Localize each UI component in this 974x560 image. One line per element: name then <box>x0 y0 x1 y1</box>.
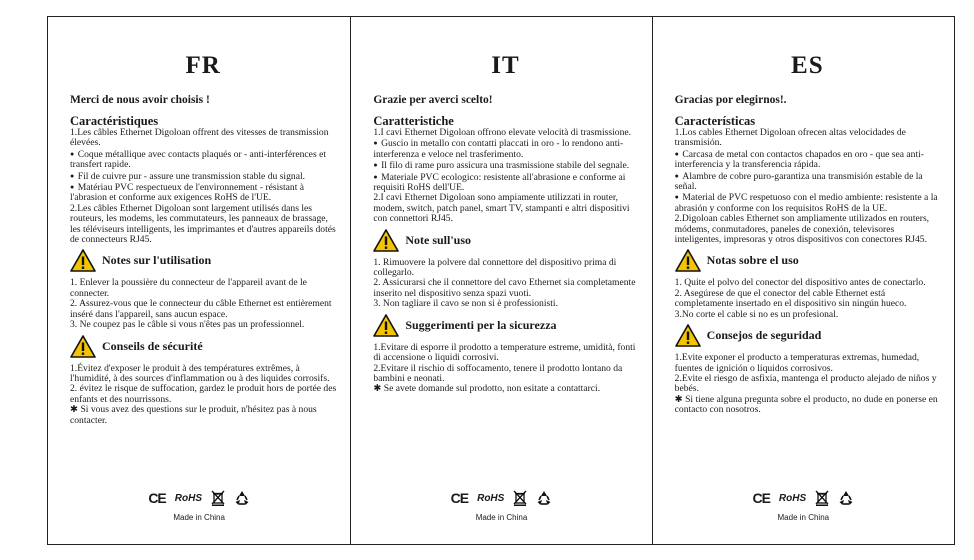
features-intro: 1.Les câbles Ethernet Digoloan offrent des vitesses de transmission élevées. <box>70 127 329 149</box>
weee-bin-icon <box>211 490 225 506</box>
warning-icon <box>70 335 96 358</box>
note-item: 2. Asegúrese de que el conector del cable Ethernet está completamente insertado en el dispositivo sin ningún hueco. <box>674 287 907 310</box>
warning-icon <box>70 249 96 272</box>
safety-item: 1.Evite exponer el producto a temperaturas extremas, humedad, fuentes de ignición o líquidos corrosivos. <box>674 352 920 374</box>
note-item: 2. Assurez-vous que le connecteur du câble Ethernet est entièrement inséré dans l'appareil, sans aucun espace. <box>70 298 332 320</box>
safety-title: Suggerimenti per la sicurezza <box>405 317 557 332</box>
note-item: 2. Assicurarsi che il connettore del cavo Ethernet sia completamente inserito nel dispositivo senza spazi vuoti. <box>373 277 636 299</box>
note-item: 3. Ne coupez pas le câble si vous n'êtes pas un professionnel. <box>70 319 305 331</box>
safety-section-header <box>373 314 637 337</box>
feature-bullet: ● Alambre de cobre puro-garantiza una transmisión estable de la señal. <box>675 171 940 193</box>
greeting: Gracias por elegirnos!. <box>674 94 787 106</box>
notes-section-header <box>675 249 940 272</box>
feature-bullet: ● Matériau PVC respectueux de l'environnement - résistant à l'abrasion et conforme aux exigences RoHS de l'UE. <box>70 182 336 204</box>
safety-item: 2. évitez le risque de suffocation, gardez le produit hors de portée des enfants et des nourrissons. <box>70 383 337 405</box>
safety-title: Conseils de sécurité <box>102 338 203 353</box>
language-code: IT <box>491 52 520 79</box>
safety-title: Consejos de seguridad <box>706 328 822 343</box>
certification-logos <box>48 490 350 506</box>
ce-mark-icon: CE <box>450 490 469 506</box>
features-outro: 2.Les câbles Ethernet Digoloan sont largement utilisés dans les routeurs, les modems, les commutateurs, les panneaux de brassage, les téléviseurs intelligents, les imprimantes et d'autres appareils dotés de connecteurs RJ45. <box>70 202 336 246</box>
feature-bullet: ● Material de PVC respetuoso con el medio ambiente: resistente a la abrasión y conforme con los requisitos RoHS de la UE. <box>675 192 940 214</box>
safety-item: 1.Évitez d'exposer le produit à des températures extrêmes, à l'humidité, à des sources d'inflammation ou à des liquides corrosifs. <box>70 362 330 384</box>
safety-section-header <box>70 335 336 358</box>
features-intro: 1.Los cables Ethernet Digoloan ofrecen altas velocidades de transmisión. <box>674 127 906 149</box>
ce-mark-icon: CE <box>752 490 770 506</box>
safety-item: 1.Evitare di esporre il prodotto a temperature estreme, umidità, fonti di accensione o liquidi corrosivi. <box>373 341 636 364</box>
feature-bullet: ● Fil de cuivre pur - assure une transmission stable du signal. <box>70 171 336 182</box>
features-heading: Características <box>674 114 756 128</box>
feature-bullet: ● Carcasa de metal con contactos chapados en oro - que sea anti-interferencia y la transferencia rápida. <box>675 149 940 171</box>
certification-logos <box>653 490 954 506</box>
made-in-label: Made in China <box>777 513 830 522</box>
feature-bullet: ● Coque métallique avec contacts plaqués or - anti-interférences et transfert rapide. <box>70 149 336 171</box>
greeting: Grazie per averci scelto! <box>373 94 493 106</box>
feature-bullet: ● Il filo di rame puro assicura una trasmissione stabile del segnale. <box>373 160 637 171</box>
warning-icon <box>675 324 701 347</box>
note-item: 3.No corte el cable si no es un profesional. <box>674 308 839 320</box>
warning-icon <box>675 249 701 272</box>
notes-title: Notas sobre el uso <box>706 253 799 268</box>
recycle-icon <box>536 490 552 506</box>
note-item: 1. Quite el polvo del conector del dispositivo antes de conectarlo. <box>674 277 926 289</box>
safety-section-header <box>675 324 940 347</box>
rohs-mark-icon: RoHS <box>174 492 202 504</box>
feature-bullet: ● Materiale PVC ecologico: resistente all'abrasione e conforme ai requisiti RoHS dell'UE. <box>373 172 637 194</box>
notes-title: Note sull'uso <box>405 232 472 247</box>
made-in-label: Made in China <box>475 513 528 522</box>
weee-bin-icon <box>815 490 829 506</box>
warning-icon <box>373 229 399 252</box>
made-in-label: Made in China <box>173 513 225 522</box>
recycle-icon <box>234 490 250 506</box>
rohs-mark-icon: RoHS <box>477 492 505 504</box>
notes-section-header <box>373 229 637 252</box>
weee-bin-icon <box>513 490 527 506</box>
notes-title: Notes sur l'utilisation <box>102 253 212 268</box>
features-outro: 2.I cavi Ethernet Digoloan sono ampiamente utilizzati in router, modem, switch, patch panel, smart TV, stampanti e altri dispositivi con connettori RJ45. <box>373 192 630 225</box>
safety-item: 2.Evitare il rischio di soffocamento, tenere il prodotto lontano da bambini e neonati. <box>373 362 623 384</box>
contact-note: ✱ Se avete domande sul prodotto, non esitate a contattarci. <box>373 384 637 394</box>
contact-note: ✱ Si vous avez des questions sur le produit, n'hésitez pas à nous contacter. <box>70 405 336 426</box>
language-code: FR <box>185 52 221 79</box>
instruction-sheet <box>47 16 955 545</box>
recycle-icon <box>838 490 854 506</box>
feature-bullet: ● Guscio in metallo con contatti placcati in oro - lo rendono anti-interferenza e veloce nel trasferimento. <box>373 138 637 160</box>
rohs-mark-icon: RoHS <box>778 492 807 504</box>
features-outro: 2.Digoloan cables Ethernet son ampliamente utilizados en routers, módems, conmutadores, paneles de conexión, televisores inteligentes, impresoras y otros dispositivos con conectores RJ45. <box>674 213 930 246</box>
warning-icon <box>373 314 399 337</box>
column-es <box>652 17 954 544</box>
column-it <box>350 17 651 544</box>
features-heading: Caratteristiche <box>373 114 454 128</box>
column-fr <box>48 17 350 544</box>
notes-section-header <box>70 249 336 272</box>
features-heading: Caractéristiques <box>70 114 159 128</box>
language-code: ES <box>791 52 824 79</box>
note-item: 1. Rimuovere la polvere dal connettore del dispositivo prima di collegarlo. <box>373 256 617 279</box>
features-intro: 1.I cavi Ethernet Digoloan offrono elevate velocità di trasmissione. <box>373 127 632 138</box>
ce-mark-icon: CE <box>148 490 166 506</box>
note-item: 1. Enlever la poussière du connecteur de l'appareil avant de le connecter. <box>70 277 307 299</box>
note-item: 3. Non tagliare il cavo se non si è professionisti. <box>373 298 558 310</box>
greeting: Merci de nous avoir choisis ! <box>70 94 210 106</box>
contact-note: ✱ Si tiene alguna pregunta sobre el producto, no dude en ponerse en contacto con nosotros. <box>675 395 940 416</box>
certification-logos <box>351 490 651 506</box>
safety-item: 2.Evite el riesgo de asfixia, mantenga el producto alejado de niños y bebés. <box>674 372 937 395</box>
